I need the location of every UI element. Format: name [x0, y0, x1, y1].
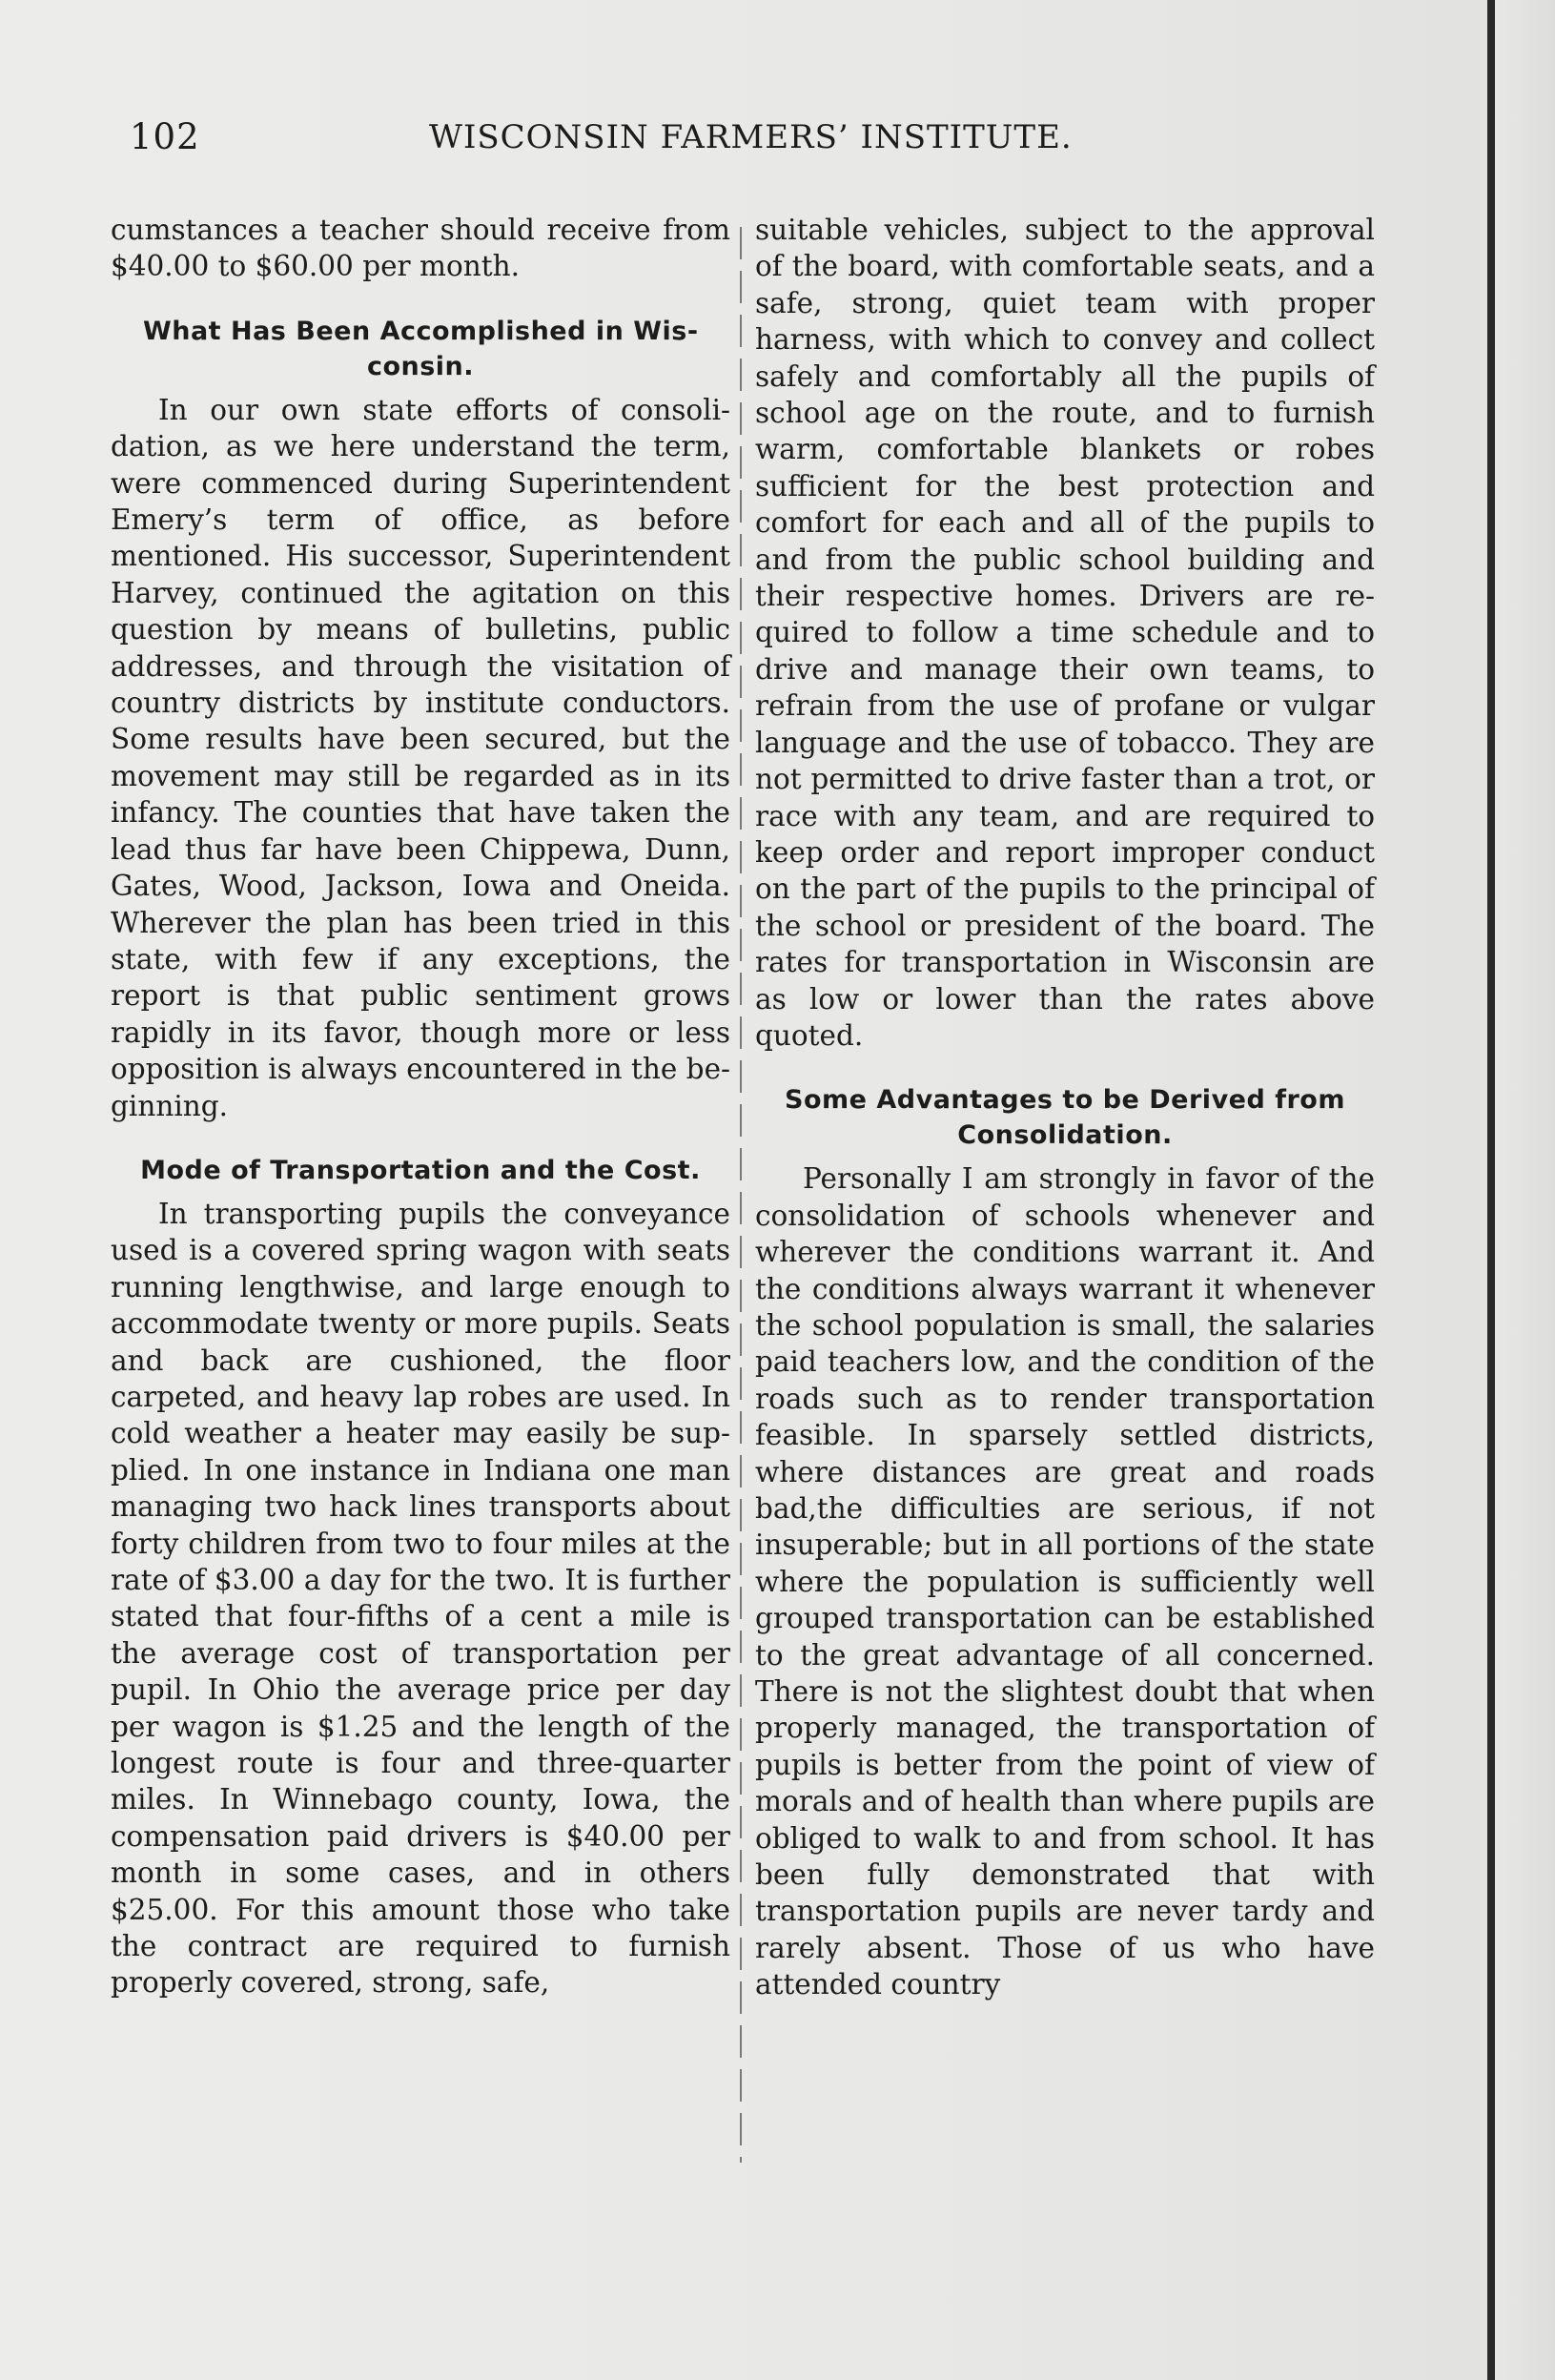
page-header [130, 116, 1102, 174]
column-divider [740, 227, 742, 2163]
adjacent-page-edge [1495, 0, 1555, 2380]
paragraph-wisconsin-efforts: In our own state efforts of consolidation, as we here understand the term, were commenced during Superintendent Emery’s term of office, as before mentioned. His successor, Superintendent Harvey, continued the agitation on this question by means of bulletins, public addresses, and through the visitation of country districts by institute conductors. Some results have been secured, but the movement may still be regarded as in its infancy. The counties that have taken the lead thus far have been Chippewa, Dunn, Gates, Wood, Jackson, Iowa and Oneida. Wherever the plan has been tried in this state, with few if any exceptions, the report is that public sentiment grows rapidly in its favor, though more or less opposition is always encountered in the beginning. [111, 393, 730, 1122]
section-heading-transportation: Mode of Transportation and the Cost. [140, 1155, 701, 1185]
page-edge-shadow [1487, 0, 1495, 2380]
paragraph-transportation: In transporting pupils the conveyance used is a covered spring wagon with seats running lengthwise, and large enough to accommodate twenty or more pupils. Seats and back are cushioned, the floor carpeted, and heavy lap robes are used. In cold weather a heater may easily be supplied. In one instance in Indiana one man managing two hack lines transports about forty children from two to four miles at the rate of $3.00 a day for the two. It is further stated that four-fifths of a cent a mile is the average cost of transportation per pupil. In Ohio the average price per day per wagon is $1.25 and the length of the longest route is four and three-quarter miles. In Winnebago county, Iowa, the compensation paid drivers is $40.00 per month in some cases, and in others $25.00. For this amount those who take the contract are required to furnish properly covered, strong, safe, [111, 1197, 730, 2000]
paragraph-vehicles: suitable vehicles, subject to the approval of the board, with comfortable seats, and a safe, strong, quiet team with proper harness, with which to convey and collect safely and comfortably all the pupils of school age on the route, and to furnish warm, comfortable blankets or robes sufficient for the best protection and comfort for each and all of the pupils to and from the public school building and their respective homes. Drivers are required to follow a time schedule and to drive and manage their own teams, to refrain from the use of profane or vulgar language and the use of tobacco. They are not permitted to drive faster than a trot, or race with any team, and are required to keep order and report improper conduct on the part of the pupils to the principal of the school or president of the board. The rates for transportation in Wisconsin are as low or lower than the rates above quoted. [755, 214, 1375, 1052]
left-column [111, 212, 730, 2001]
section-heading-accomplished: What Has Been Accomplished in Wisconsin. [142, 316, 699, 381]
paragraph-advantages: Personally I am strongly in favor of the consolidation of schools whenever and wherever the conditions warrant it. And the conditions always warrant it whenever the school population is small, the salaries paid teachers low, and the condition of the roads such as to render transportation feasible. In sparsely settled districts, where distances are great and roads bad,the difficulties are serious, if not insuperable; but in all portions of the state where the population is sufficiently well grouped transportation can be established to the great advantage of all concerned. There is not the slightest doubt that when properly managed, the transportation of pupils is better from the point of view of morals and of health than where pupils are obliged to walk to and from school. It has been fully demonstrated that with transportation pupils are never tardy and rarely absent. Those of us who have attended country [755, 1162, 1375, 2001]
right-column [755, 212, 1375, 2003]
running-head: WISCONSIN FARMERS’ INSTITUTE. [429, 118, 1073, 156]
section-heading-advantages: Some Advantages to be Derived from Consolidation. [785, 1085, 1345, 1151]
page-number: 102 [130, 116, 200, 157]
paragraph-continued: cumstances a teacher should receive from $40.00 to $60.00 per month. [111, 214, 730, 283]
